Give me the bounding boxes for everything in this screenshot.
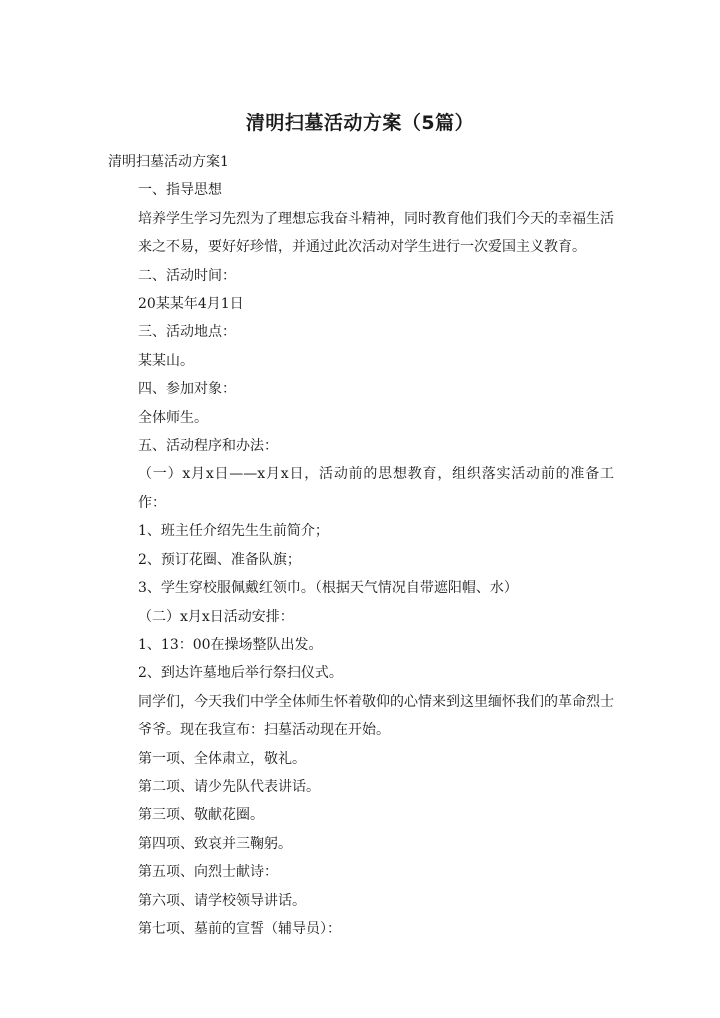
document-body bbox=[108, 148, 614, 943]
paragraph: 第一项、全体肃立，敬礼。 bbox=[138, 750, 306, 767]
paragraph: 第三项、敬献花圈。 bbox=[138, 807, 264, 824]
paragraph: 全体师生。 bbox=[138, 409, 208, 426]
paragraph: 二、活动时间： bbox=[138, 267, 236, 284]
paragraph: 某某山。 bbox=[138, 352, 194, 369]
paragraph: 培养学生学习先烈为了理想忘我奋斗精神，同时教育他们我们今天的幸福生活来之不易，要好好珍惜，并通过此次活动对学生进行一次爱国主义教育。 bbox=[138, 210, 614, 256]
paragraph: 第七项、墓前的宣誓（辅导员）： bbox=[138, 920, 341, 937]
paragraph: 20某某年4月1日 bbox=[138, 296, 244, 313]
paragraph: 同学们，今天我们中学全体师生怀着敬仰的心情来到这里缅怀我们的革命烈士爷爷。现在我宣布：扫墓活动现在开始。 bbox=[138, 693, 614, 739]
paragraph: 1、13：00在操场整队出发。 bbox=[138, 636, 323, 653]
paragraph: 清明扫墓活动方案1 bbox=[108, 154, 229, 170]
paragraph: 第四项、致哀并三鞠躬。 bbox=[138, 835, 292, 852]
paragraph: 1、班主任介绍先生生前简介； bbox=[138, 523, 329, 540]
paragraph: （二）x月x日活动安排： bbox=[138, 608, 294, 625]
paragraph: 一、指导思想 bbox=[138, 182, 222, 199]
paragraph: 2、预订花圈、准备队旗； bbox=[138, 551, 301, 568]
paragraph: 2、到达许墓地后举行祭扫仪式。 bbox=[138, 665, 343, 682]
paragraph: （一）x月x日——x月x日，活动前的思想教育，组织落实活动前的准备工作： bbox=[138, 466, 614, 511]
paragraph: 五、活动程序和办法： bbox=[138, 438, 278, 455]
paragraph: 第五项、向烈士献诗： bbox=[138, 864, 278, 881]
paragraph: 第六项、请学校领导讲话。 bbox=[138, 892, 306, 909]
paragraph: 三、活动地点： bbox=[138, 324, 236, 341]
paragraph: 第二项、请少先队代表讲话。 bbox=[138, 778, 320, 795]
paragraph: 3、学生穿校服佩戴红领巾。（根据天气情况自带遮阳帽、水） bbox=[138, 580, 518, 597]
page-title: 清明扫墓活动方案（5篇） bbox=[245, 112, 475, 134]
paragraph: 四、参加对象： bbox=[138, 381, 236, 398]
